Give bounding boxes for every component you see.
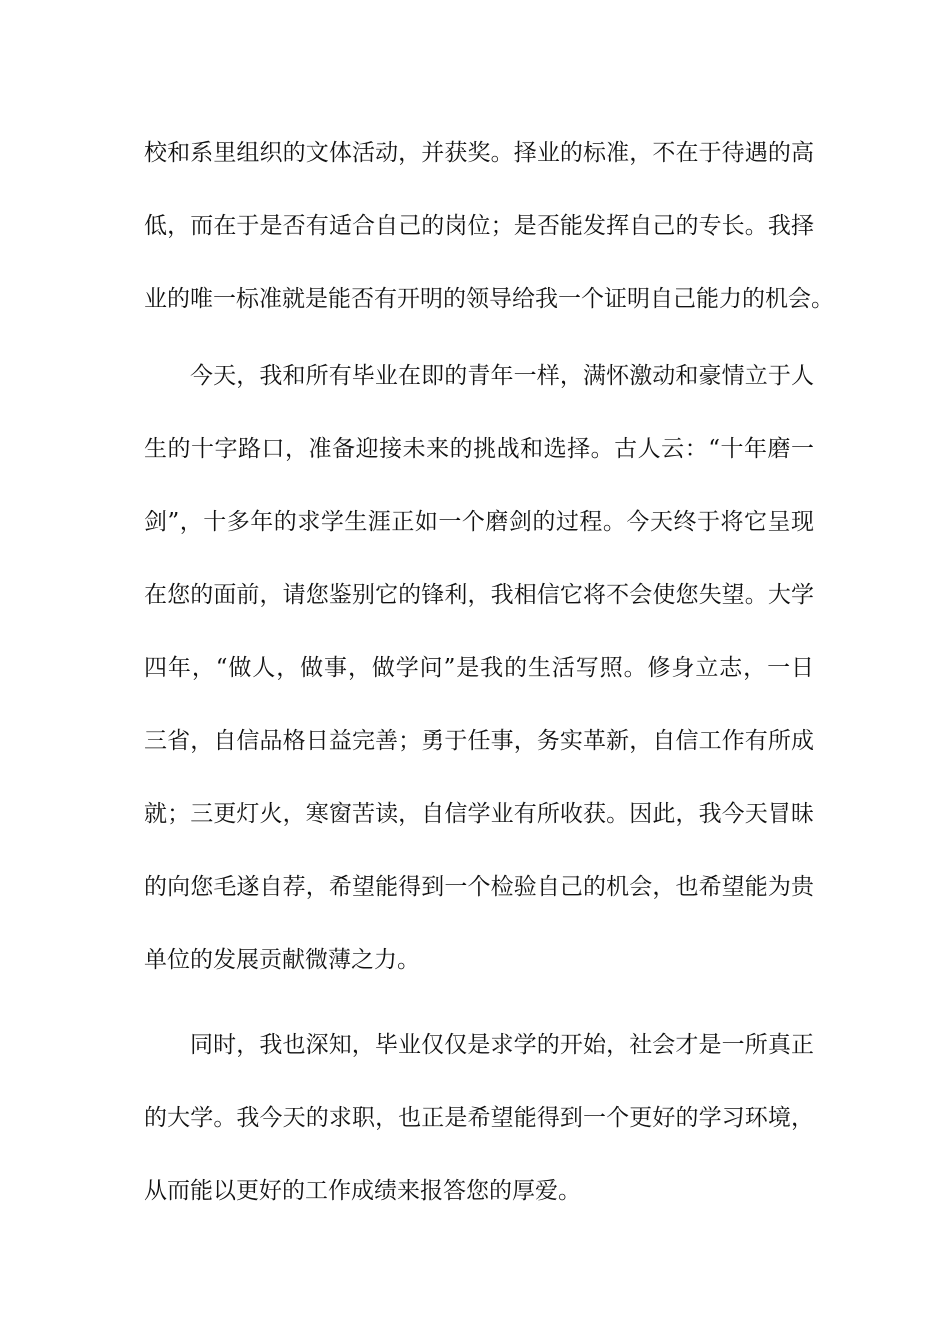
text-line: 在您的面前，请您鉴别它的锋利，我相信它将不会使您失望。大学 [144,582,814,608]
text-line: 业的唯一标准就是能否有开明的领导给我一个证明自己能力的机会。 [144,286,834,312]
text-line: 今天，我和所有毕业在即的青年一样，满怀激动和豪情立于人 [190,363,814,389]
text-line: 单位的发展贡献微薄之力。 [144,947,420,973]
text-line: 四年，“做人，做事，做学问”是我的生活写照。修身立志，一日 [144,655,814,681]
text-line: 就；三更灯火，寒窗苦读，自信学业有所收获。因此，我今天冒昧 [144,801,814,827]
text-line: 校和系里组织的文体活动，并获奖。择业的标准，不在于待遇的高 [144,140,814,166]
text-line: 的向您毛遂自荐，希望能得到一个检验自己的机会，也希望能为贵 [144,874,814,900]
text-line: 同时，我也深知，毕业仅仅是求学的开始，社会才是一所真正 [190,1032,814,1058]
text-line: 生的十字路口，准备迎接未来的挑战和选择。古人云：“十年磨一 [144,436,814,462]
text-line: 三省，自信品格日益完善；勇于任事，务实革新，自信工作有所成 [144,728,814,754]
text-line: 低，而在于是否有适合自己的岗位；是否能发挥自己的专长。我择 [144,213,814,239]
text-line: 的大学。我今天的求职，也正是希望能得到一个更好的学习环境， [144,1105,814,1131]
text-line: 从而能以更好的工作成绩来报答您的厚爱。 [144,1178,581,1204]
text-line: 剑”，十多年的求学生涯正如一个磨剑的过程。今天终于将它呈现 [144,509,814,535]
